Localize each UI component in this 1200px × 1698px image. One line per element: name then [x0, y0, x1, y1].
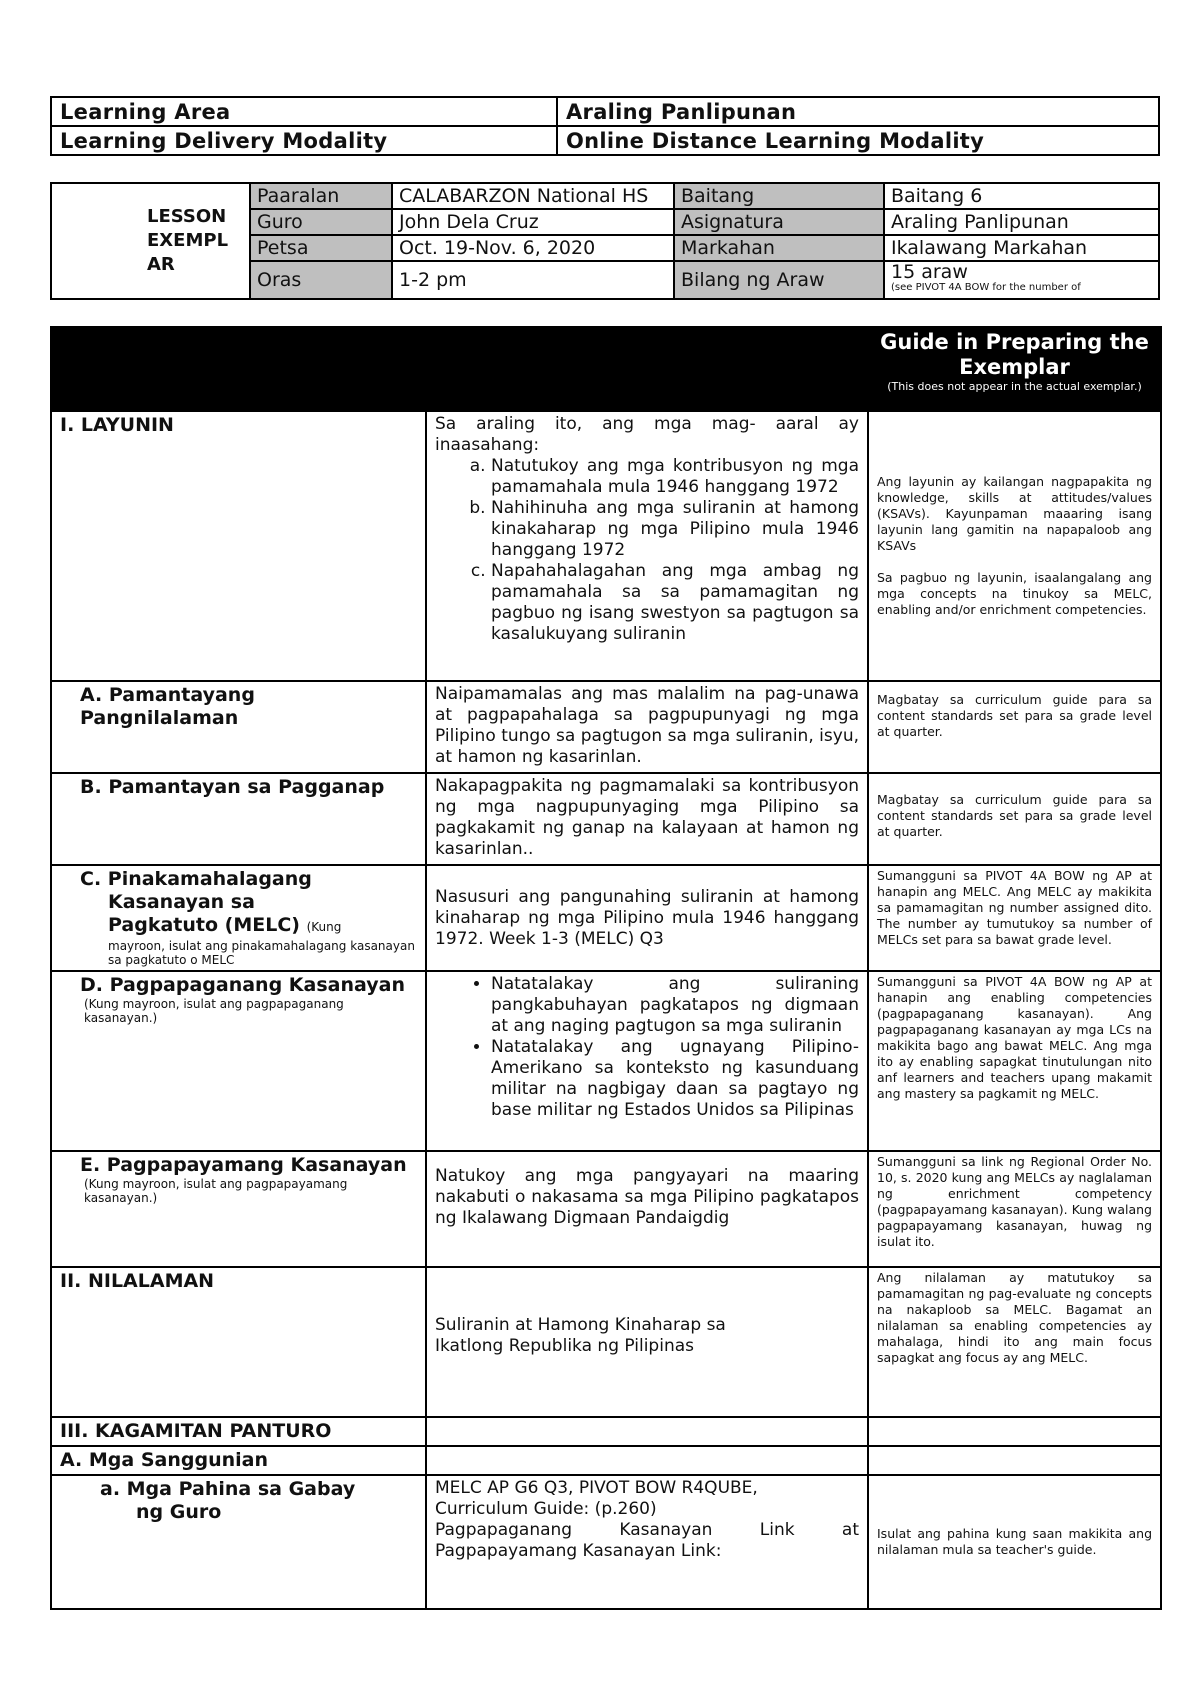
bilang-value: 15 araw	[891, 261, 968, 283]
melc-label-note: mayroon, isulat ang pinakamahalagang kasanayan sa pagkatuto o MELC	[108, 939, 415, 967]
layunin-item: b. Nahihinuha ang mga suliranin at hamong kinakaharap ng mga Pilipino mula 1946 hanggang 1972	[491, 498, 859, 561]
gabay-label-line-1: a. Mga Pahina sa Gabay	[100, 1478, 356, 1500]
kagamitan-row	[51, 1417, 1161, 1446]
guro-label: Guro	[250, 209, 392, 235]
guide-title: Guide in Preparing the Exemplar	[880, 330, 1149, 379]
petsa-label: Petsa	[250, 235, 392, 261]
melc-label-line-2: Kasanayan sa	[108, 891, 255, 913]
markahan-value: Ikalawang Markahan	[884, 235, 1159, 261]
layunin-guide-text-1: Ang layunin ay kailangan nagpapakita ng knowledge, skills at attitudes/values (KSAVs). Kayunpaman maaaring isang layunin lang gamitin na napapaloob ang KSAVs	[877, 474, 1152, 553]
layunin-content	[426, 411, 868, 681]
gabay-guro-content	[426, 1475, 868, 1609]
gabay-content-line-2: Curriculum Guide: (p.260)	[435, 1499, 657, 1519]
pagpapaganang-label	[51, 971, 426, 1151]
pagpapaganang-guide: Sumangguni sa PIVOT 4A BOW ng AP at hanapin ang enabling competencies (pagpapaganang kasanayan). Ang pagpapaganang kasanayan ay mga LCs na makikita bago ang bawat MELC. Ang mga ito ay enabling sapagkat tinutulungan nito anf learners and teachers upang makamit ang mastery sa pagkamit ng MELC.	[868, 971, 1161, 1151]
kagamitan-label: III. KAGAMITAN PANTURO	[51, 1417, 426, 1446]
header-blank-2	[426, 327, 868, 411]
pagpapayamang-label-note: (Kung mayroon, isulat ang pagpapayamang kasanayan.)	[84, 1177, 348, 1205]
nilalaman-content: Suliranin at Hamong Kinaharap sa Ikatlong Republika ng Pilipinas	[426, 1267, 868, 1417]
lesson-exemplar-title: LESSON EXEMPL AR	[51, 183, 250, 299]
pagpapayamang-guide	[868, 1151, 1161, 1267]
melc-guide: Sumangguni sa PIVOT 4A BOW ng AP at hanapin ang MELC. Ang MELC ay makikita sa pamamagitan ng number assigned dito. The number ay tumutukoy sa number of MELCs set para sa bawat grade level.	[868, 865, 1161, 971]
pagpapaganang-content	[426, 971, 868, 1151]
exemplar-header-row	[51, 327, 1161, 411]
modality-row	[51, 126, 1159, 155]
learning-area-label: Learning Area	[51, 97, 557, 126]
oras-label: Oras	[250, 261, 392, 299]
petsa-value: Oct. 19-Nov. 6, 2020	[392, 235, 674, 261]
paaralan-value: CALABARZON National HS	[392, 183, 674, 209]
pamantayang-pangnilalaman-guide: Magbatay sa curriculum guide para sa content standards set para sa grade level at quarter.	[868, 681, 1161, 773]
header-table	[50, 96, 1160, 156]
kagamitan-guide	[868, 1417, 1161, 1446]
pagpapayamang-row	[51, 1151, 1161, 1267]
layunin-row	[51, 411, 1161, 681]
melc-label-note-inline: (Kung	[306, 920, 342, 934]
kagamitan-content	[426, 1417, 868, 1446]
pamantayan-pagganap-guide: Magbatay sa curriculum guide para sa content standards set para sa grade level at quarter.	[868, 773, 1161, 865]
pagpapayamang-label-text: E. Pagpapayamang Kasanayan	[80, 1154, 407, 1176]
oras-value: 1-2 pm	[392, 261, 674, 299]
layunin-list	[435, 456, 859, 645]
pagpapaganang-row	[51, 971, 1161, 1151]
melc-row	[51, 865, 1161, 971]
pagpapaganang-item: • Natatalakay ang ugnayang Pilipino-Amerikano sa konteksto ng kasunduang militar na nagbigay daan sa pagtayo ng base militar ng Estados Unidos sa Pilipinas	[491, 1037, 859, 1121]
pagpapayamang-guide-text: Sumangguni sa link ng Regional Order No. 10, s. 2020 kung ang MELCs ay naglalaman ng enrichment competency (pagpapayamang kasanayan). Kung walang pagpapayamang kasanayan, huwag ng isulat ito.	[877, 1154, 1152, 1249]
sanggunian-row	[51, 1446, 1161, 1475]
header-blank-1	[51, 327, 426, 411]
pamantayang-pangnilalaman-content: Naipamamalas ang mas malalim na pag-unawa at pagpapahalaga sa pagpupunyagi ng mga Pilipino tungo sa pagtugon sa mga suliranin, isyu, at hamon ng kasarinlan.	[426, 681, 868, 773]
pagpapaganang-label-text: D. Pagpapaganang Kasanayan	[80, 974, 405, 996]
melc-label-line-1: C. Pinakamahalagang	[80, 868, 312, 890]
exemplar-table	[50, 326, 1162, 1610]
paaralan-label: Paaralan	[250, 183, 392, 209]
layunin-label: I. LAYUNIN	[51, 411, 426, 681]
melc-content: Nasusuri ang pangunahing suliranin at hamong kinaharap ng mga Pilipino mula 1946 hanggang 1972. Week 1-3 (MELC) Q3	[426, 865, 868, 971]
pamantayan-pagganap-label: B. Pamantayan sa Pagganap	[51, 773, 426, 865]
gabay-guro-row	[51, 1475, 1161, 1609]
asignatura-value: Araling Panlipunan	[884, 209, 1159, 235]
lesson-info-table	[50, 182, 1160, 300]
nilalaman-row	[51, 1267, 1161, 1417]
melc-label	[51, 865, 426, 971]
nilalaman-guide: Ang nilalaman ay matutukoy sa pamamagitan ng pag-evaluate ng concepts na nakaploob sa MELC. Bagamat an nilalaman sa enabling competencies ay mahalaga, hindi ito ang main focus sapagkat ang focus ay ang MELC.	[868, 1267, 1161, 1417]
pagpapayamang-content: Natukoy ang mga pangyayari na maaring nakabuti o nakasama sa mga Pilipino pagkatapos ng Ikalawang Digmaan Pandaigdig	[426, 1151, 868, 1267]
learning-area-value: Araling Panlipunan	[557, 97, 1159, 126]
guide-subtitle: (This does not appear in the actual exemplar.)	[887, 380, 1142, 393]
guide-header	[868, 327, 1161, 411]
bilang-value-cell	[884, 261, 1159, 299]
guro-value: John Dela Cruz	[392, 209, 674, 235]
baitang-label: Baitang	[674, 183, 884, 209]
sanggunian-content	[426, 1446, 868, 1475]
gabay-content-line-1: MELC AP G6 Q3, PIVOT BOW R4QUBE,	[435, 1478, 758, 1498]
pamantayang-pangnilalaman-row	[51, 681, 1161, 773]
gabay-guro-label	[51, 1475, 426, 1609]
gabay-content-line-3: Pagpapaganang Kasanayan Link at Pagpapayamang Kasanayan Link:	[435, 1520, 859, 1561]
modality-label: Learning Delivery Modality	[51, 126, 557, 155]
melc-label-line-3: Pagkatuto (MELC)	[108, 914, 300, 936]
layunin-guide	[868, 411, 1161, 681]
bilang-label: Bilang ng Araw	[674, 261, 884, 299]
layunin-guide-text-2: Sa pagbuo ng layunin, isaalangalang ang mga concepts na tinukoy sa MELC, enabling and/or enrichment competencies.	[877, 570, 1152, 617]
nilalaman-label: II. NILALAMAN	[51, 1267, 426, 1417]
gabay-guro-guide: Isulat ang pahina kung saan makikita ang nilalaman mula sa teacher's guide.	[868, 1475, 1161, 1609]
pagpapayamang-label	[51, 1151, 426, 1267]
layunin-intro: Sa araling ito, ang mga mag- aaral ay inaasahang:	[435, 414, 859, 455]
asignatura-label: Asignatura	[674, 209, 884, 235]
layunin-item: a. Natutukoy ang mga kontribusyon ng mga pamamahala mula 1946 hanggang 1972	[491, 456, 859, 498]
modality-value: Online Distance Learning Modality	[557, 126, 1159, 155]
pagpapaganang-list	[435, 974, 859, 1121]
gabay-label-line-2: ng Guro	[136, 1501, 222, 1523]
pagpapaganang-item: • Natatalakay ang suliraning pangkabuhayan pagkatapos ng digmaan at ang naging pagtugon sa mga suliranin	[491, 974, 859, 1037]
baitang-value: Baitang 6	[884, 183, 1159, 209]
pamantayan-pagganap-row	[51, 773, 1161, 865]
sanggunian-guide	[868, 1446, 1161, 1475]
learning-area-row	[51, 97, 1159, 126]
pamantayang-pangnilalaman-label: A. Pamantayang Pangnilalaman	[51, 681, 426, 773]
layunin-item: c. Napahahalagahan ang mga ambag ng pamamahala sa sa pamamagitan ng pagbuo ng isang swestyon sa pagtugon sa kasalukuyang suliranin	[491, 561, 859, 645]
pagpapaganang-label-note: (Kung mayroon, isulat ang pagpapaganang kasanayan.)	[84, 997, 344, 1025]
bilang-note: (see PIVOT 4A BOW for the number of	[891, 282, 1081, 293]
sanggunian-label: A. Mga Sanggunian	[51, 1446, 426, 1475]
pamantayan-pagganap-content: Nakapagpakita ng pagmamalaki sa kontribusyon ng mga nagpupunyaging mga Pilipino sa pagkakamit ng ganap na kalayaan at hamon ng kasarinlan..	[426, 773, 868, 865]
markahan-label: Markahan	[674, 235, 884, 261]
